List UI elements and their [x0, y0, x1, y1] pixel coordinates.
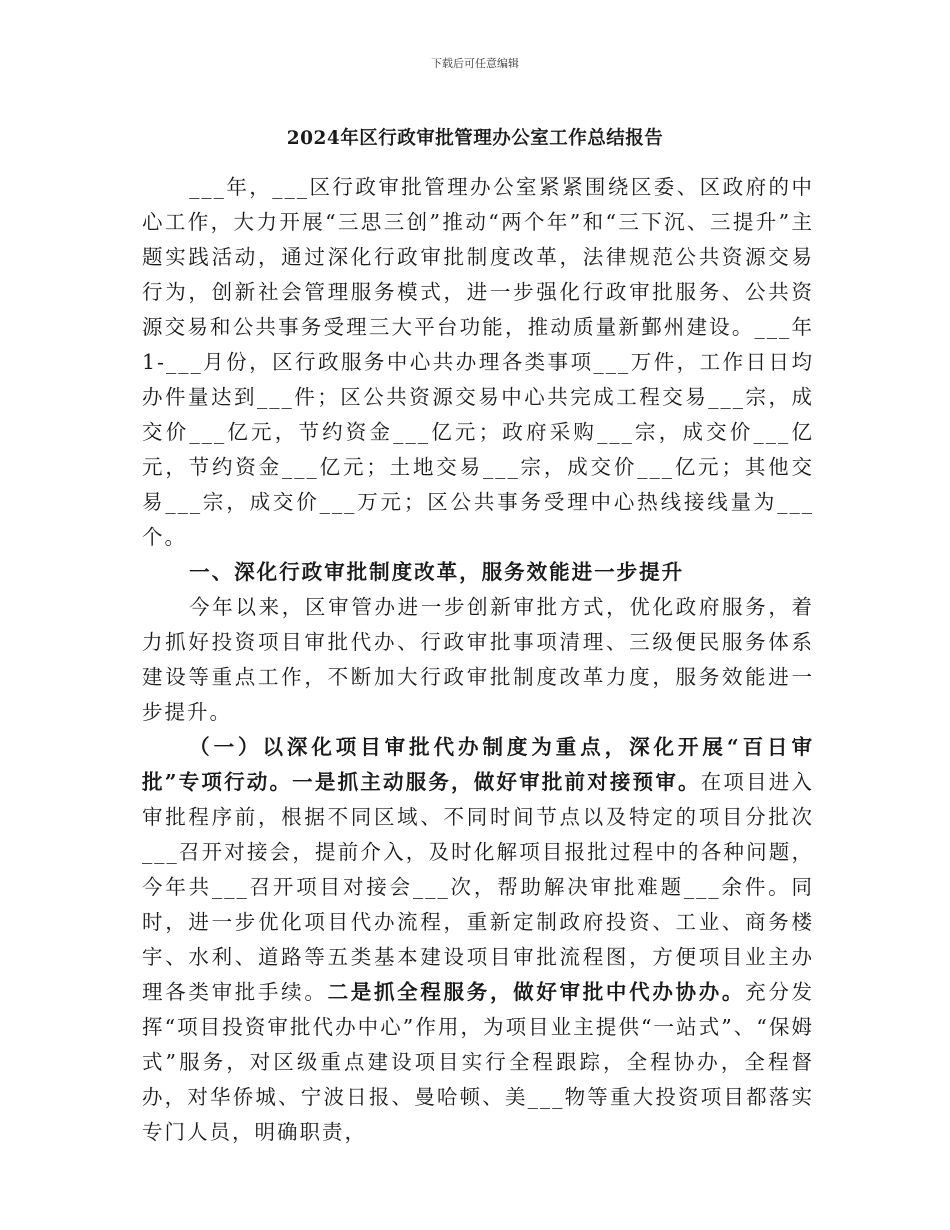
document-body: [142, 170, 814, 1150]
point-heading-2: 二是抓全程服务，做好审批中代办协办。: [327, 980, 746, 1004]
point-text-1: 在项目进入审批程序前，根据不同区域、不同时间节点以及特定的项目分批次___召开对接会，提前介入，及时化解项目报批过程中的各种问题，今年共___召开项目对接会___次，帮助解决审批难题___余件。同时，进一步优化项目代办流程，重新定制政府投资、工业、商务楼宇、水利、道路等五类基本建设项目审批流程图，方便项目业主办理各类审批手续。: [142, 770, 815, 1004]
point-text-2: 充分发挥“项目投资审批代办中心”作用，为项目业主提供“一站式”、“保姆式”服务，对区级重点建设项目实行全程跟踪，全程协办，全程督办，对华侨城、宁波日报、曼哈顿、美___物等重大投资项目都落实专门人员，明确职责，: [142, 980, 815, 1144]
subsection1-paragraph: [142, 730, 814, 1150]
intro-paragraph: ___年，___区行政审批管理办公室紧紧围绕区委、区政府的中心工作，大力开展“三思三创”推动“两个年”和“三下沉、三提升”主题实践活动，通过深化行政审批制度改革，法律规范公共资源交易行为，创新社会管理服务模式，进一步强化行政审批服务、公共资源交易和公共事务受理三大平台功能，推动质量新鄞州建设。___年1-___月份，区行政服务中心共办理各类事项___万件，工作日日均办件量达到___件；区公共资源交易中心共完成工程交易___宗，成交价___亿元，节约资金___亿元；政府采购___宗，成交价___亿元，节约资金___亿元；土地交易___宗，成交价___亿元；其他交易___宗，成交价___万元；区公共事务受理中心热线接线量为___个。: [142, 175, 814, 549]
point-heading-1: 一是抓主动服务，做好审批前对接预审。: [292, 770, 701, 794]
header-note: 下载后可任意编辑: [431, 57, 519, 70]
document-title: 2024年区行政审批管理办公室工作总结报告: [286, 128, 664, 149]
section1-paragraph: 今年以来，区审管办进一步创新审批方式，优化政府服务，着力抓好投资项目审批代办、行政审批事项清理、三级便民服务体系建设等重点工作，不断加大行政审批制度改革力度，服务效能进一步提升。: [142, 595, 814, 724]
subsection-heading-1: （一）以深化项目审批代办制度为重点，深化开展“百日审批”专项行动。: [142, 735, 814, 794]
section-heading-1: 一、深化行政审批制度改革，服务效能进一步提升: [189, 560, 685, 584]
